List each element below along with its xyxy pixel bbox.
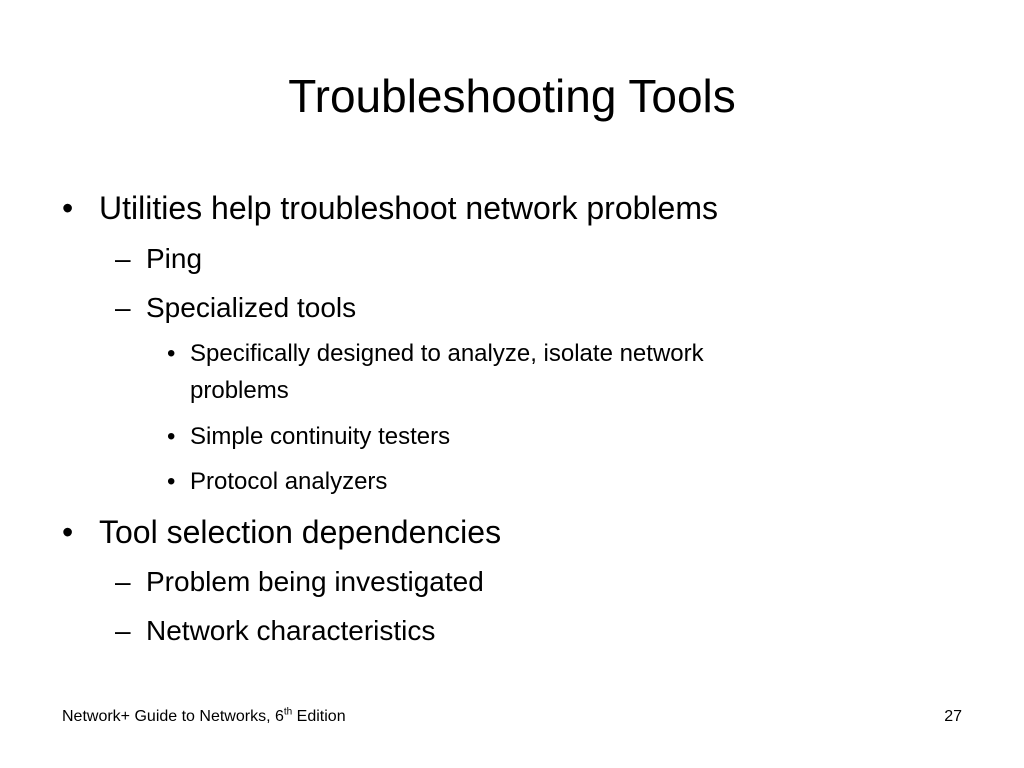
bullet-dot-icon: • bbox=[167, 423, 176, 450]
bullet-dot-icon: • bbox=[167, 468, 176, 495]
page-number: 27 bbox=[944, 708, 962, 725]
footer-title-suffix: Edition bbox=[292, 708, 346, 725]
footer-book-title bbox=[62, 706, 346, 728]
dash-icon: – bbox=[115, 615, 131, 646]
footer-title-prefix: Network+ Guide to Networks, 6 bbox=[62, 708, 284, 725]
sub-sub-bullet-text: Protocol analyzers bbox=[190, 468, 388, 495]
dash-icon: – bbox=[115, 566, 131, 597]
dash-icon: – bbox=[115, 292, 131, 323]
sub-bullet-text: Network characteristics bbox=[146, 615, 436, 646]
slide-title: Troubleshooting Tools bbox=[288, 70, 736, 122]
bullet-dot-icon: • bbox=[62, 514, 74, 550]
bullet-text: Utilities help troubleshoot network problems bbox=[99, 190, 718, 226]
bullet-text: Tool selection dependencies bbox=[99, 514, 502, 550]
sub-bullet-text: Problem being investigated bbox=[146, 566, 484, 597]
bullet-dot-icon: • bbox=[62, 190, 74, 226]
sub-bullet-text: Ping bbox=[146, 243, 203, 274]
footer-edition-superscript: th bbox=[283, 706, 293, 718]
sub-bullet-text: Specialized tools bbox=[146, 292, 357, 323]
bullet-dot-icon: • bbox=[167, 340, 176, 367]
sub-sub-bullet-text-continued: problems bbox=[190, 377, 289, 404]
sub-sub-bullet-text: Specifically designed to analyze, isolate network bbox=[190, 340, 704, 367]
sub-sub-bullet-text: Simple continuity testers bbox=[190, 423, 451, 450]
dash-icon: – bbox=[115, 243, 131, 274]
